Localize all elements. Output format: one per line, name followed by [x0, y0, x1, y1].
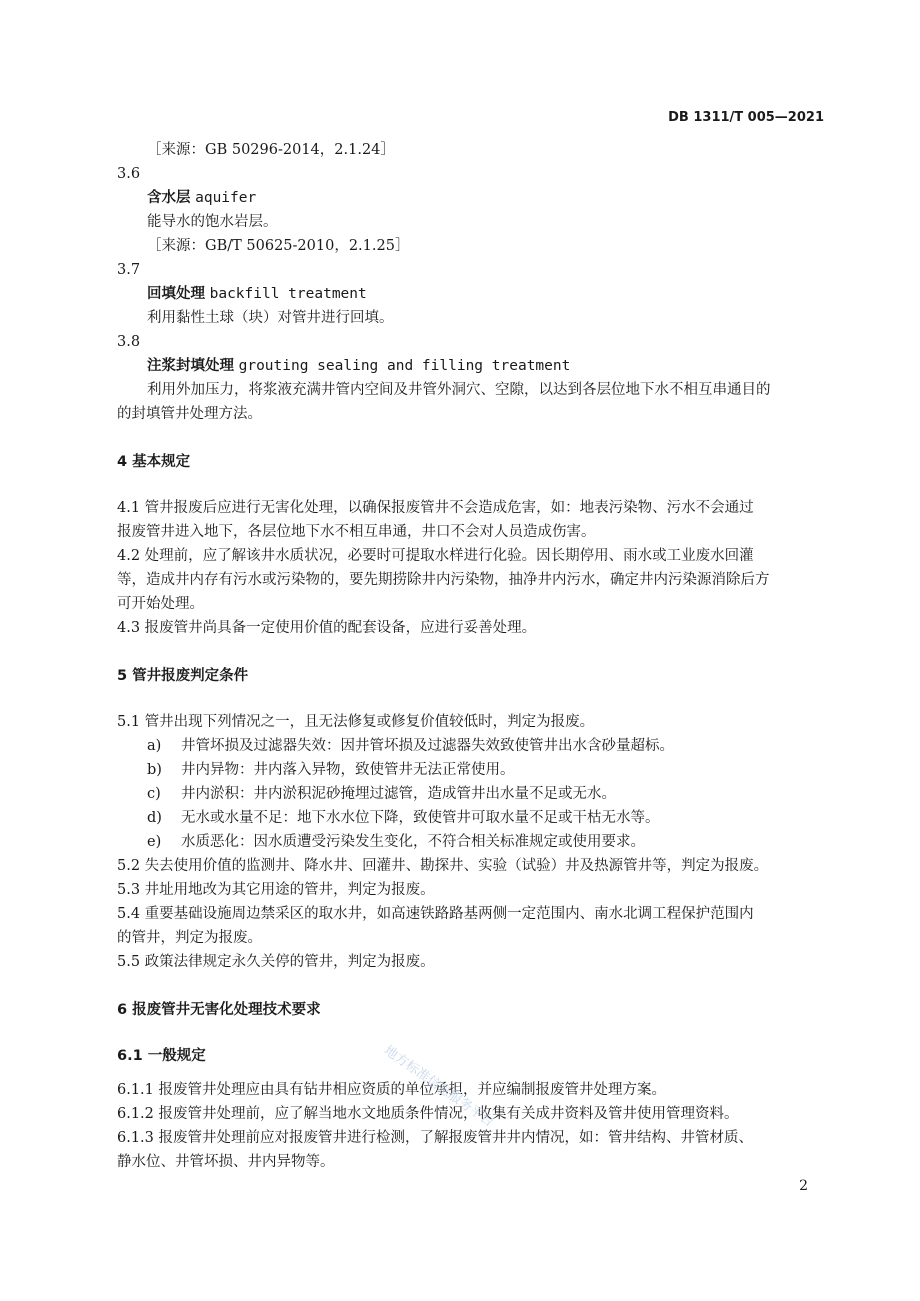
- clause-number: 3.8: [117, 334, 141, 350]
- list-item: 井内异物：井内落入异物，致使管井无法正常使用。: [181, 762, 515, 778]
- term-en: aquifer: [195, 190, 257, 206]
- term-en: grouting sealing and filling treatment: [238, 358, 571, 374]
- source-ref: ［来源：GB 50296-2014，2.1.24］: [147, 142, 395, 158]
- subsection-heading-6-1: 6.1 一般规定: [117, 1048, 206, 1064]
- list-item: 井内淤积：井内淤积泥砂掩埋过滤管，造成管井出水量不足或无水。: [181, 786, 616, 802]
- list-label: c): [147, 786, 161, 802]
- term-heading: [147, 354, 570, 378]
- paragraph: 报废管井进入地下，各层位地下水不相互串通，井口不会对人员造成伤害。: [117, 524, 596, 540]
- term-cn: 回填处理: [147, 286, 205, 302]
- list-label: b): [147, 762, 162, 778]
- term-definition: 利用黏性土球（块）对管井进行回填。: [147, 310, 394, 326]
- section-heading-4: 4 基本规定: [117, 454, 191, 470]
- list-label: e): [147, 834, 162, 850]
- paragraph: 的管井，判定为报废。: [117, 930, 262, 946]
- watermark: 地方标准信息服务平台: [381, 1043, 497, 1131]
- section-heading-5: 5 管井报废判定条件: [117, 668, 249, 684]
- term-definition: 能导水的饱水岩层。: [147, 214, 278, 230]
- paragraph: 等，造成井内存有污水或污染物的，要先期捞除井内污染物，抽净井内污水，确定井内污染源消除后方: [117, 572, 770, 588]
- paragraph: 4.1 管井报废后应进行无害化处理，以确保报废管井不会造成危害，如：地表污染物、污水不会通过: [117, 500, 754, 516]
- list-label: a): [147, 738, 162, 754]
- list-item: 无水或水量不足：地下水水位下降，致使管井可取水量不足或干枯无水等。: [181, 810, 660, 826]
- paragraph: 6.1.3 报废管井处理前应对报废管井进行检测，了解报废管井井内情况，如：管井结构、井管材质、: [117, 1130, 753, 1146]
- source-ref: ［来源：GB/T 50625-2010，2.1.25］: [147, 238, 410, 254]
- paragraph: 5.3 井址用地改为其它用途的管井，判定为报废。: [117, 882, 435, 898]
- list-label: d): [147, 810, 162, 826]
- paragraph: 4.3 报废管井尚具备一定使用价值的配套设备，应进行妥善处理。: [117, 620, 537, 636]
- term-definition: 利用外加压力，将浆液充满井管内空间及井管外洞穴、空隙，以达到各层位地下水不相互串通目的: [147, 382, 771, 398]
- paragraph: 4.2 处理前，应了解该井水质状况，必要时可提取水样进行化验。因长期停用、雨水或工业废水回灌: [117, 548, 754, 564]
- page-number: 2: [799, 1178, 808, 1194]
- paragraph: 5.4 重要基础设施周边禁采区的取水井，如高速铁路路基两侧一定范围内、南水北调工程保护范围内: [117, 906, 754, 922]
- doc-header-id: DB 1311/T 005—2021: [668, 110, 824, 125]
- paragraph: 静水位、井管坏损、井内异物等。: [117, 1154, 335, 1170]
- term-en: backfill treatment: [209, 286, 367, 302]
- paragraph: 可开始处理。: [117, 596, 204, 612]
- term-cn: 注浆封填处理: [147, 358, 234, 374]
- clause-number: 3.6: [117, 166, 141, 182]
- list-item: 井管坏损及过滤器失效：因井管坏损及过滤器失效致使管井出水含砂量超标。: [181, 738, 674, 754]
- term-definition: 的封填管井处理方法。: [117, 406, 262, 422]
- term-heading: [147, 282, 367, 306]
- paragraph: 6.1.2 报废管井处理前，应了解当地水文地质条件情况，收集有关成井资料及管井使用管理资料。: [117, 1106, 739, 1122]
- list-item: 水质恶化：因水质遭受污染发生变化，不符合相关标准规定或使用要求。: [181, 834, 645, 850]
- paragraph: 5.2 失去使用价值的监测井、降水井、回灌井、勘探井、实验（试验）井及热源管井等，判定为报废。: [117, 858, 769, 874]
- paragraph: 5.5 政策法律规定永久关停的管井，判定为报废。: [117, 954, 435, 970]
- paragraph: 5.1 管井出现下列情况之一，且无法修复或修复价值较低时，判定为报废。: [117, 714, 595, 730]
- term-cn: 含水层: [147, 190, 191, 206]
- clause-number: 3.7: [117, 262, 141, 278]
- paragraph: 6.1.1 报废管井处理应由具有钻井相应资质的单位承担，并应编制报废管井处理方案。: [117, 1082, 667, 1098]
- term-heading: [147, 186, 256, 210]
- section-heading-6: 6 报废管井无害化处理技术要求: [117, 1002, 321, 1018]
